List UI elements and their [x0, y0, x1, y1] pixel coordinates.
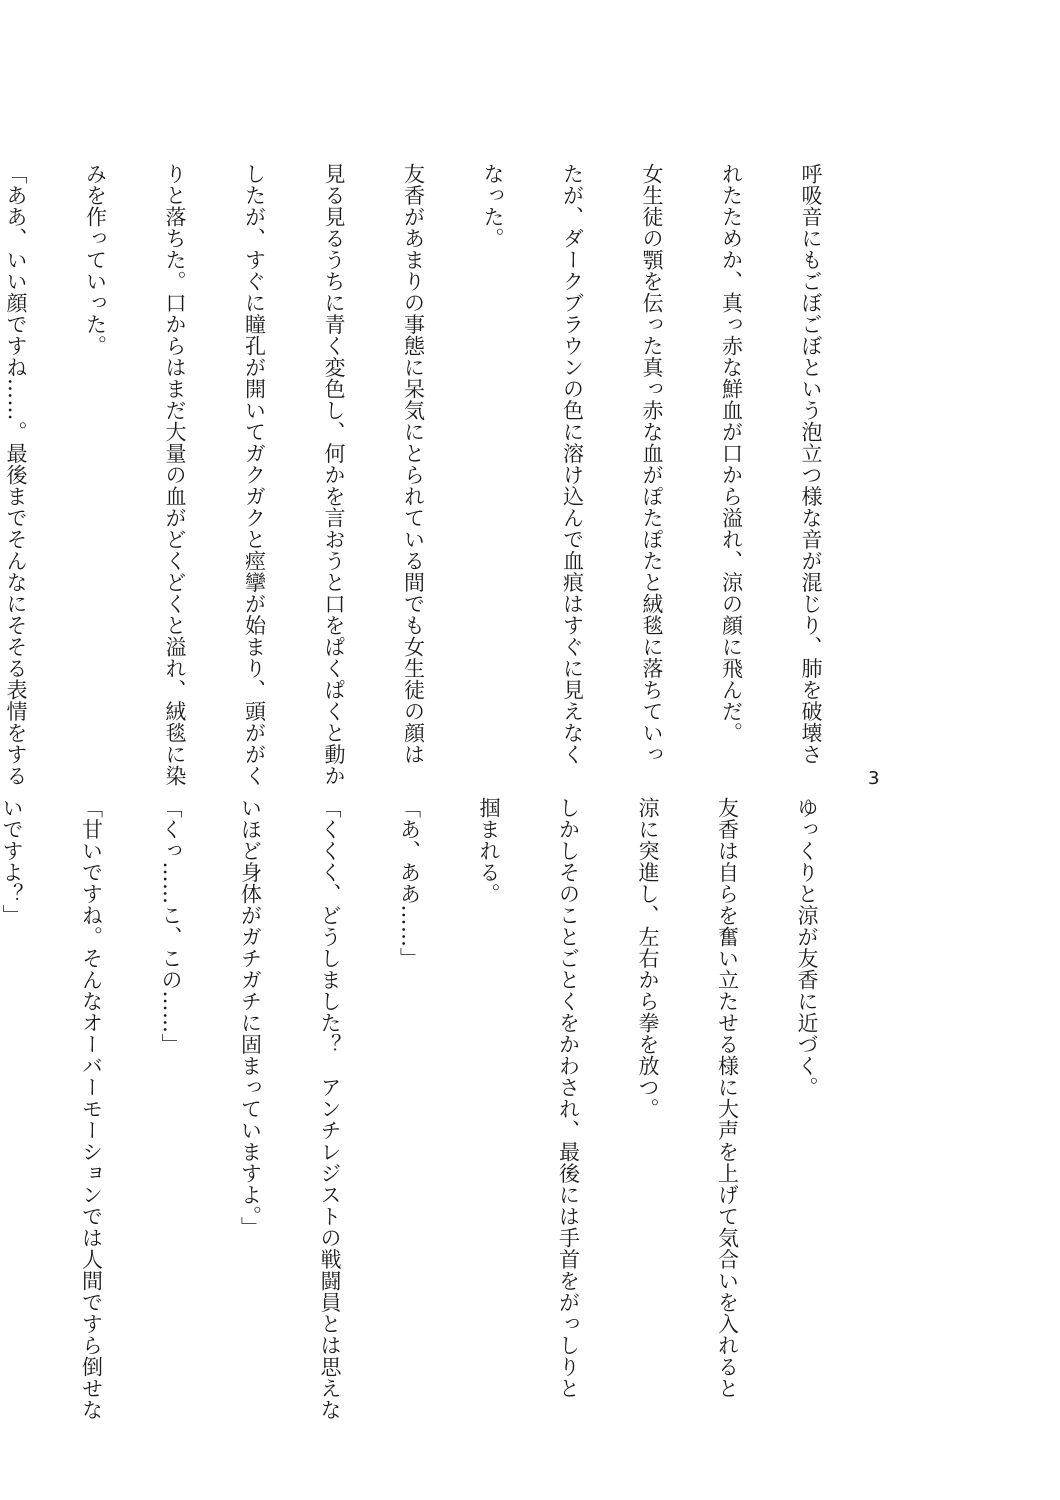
text-line: 「くくく、どうしました？ アンチレジストの戦闘員とは思えな [318, 797, 342, 1421]
text-line: ゆっくりと涼が友香に近づく。 [795, 797, 819, 1098]
text-line: 見る見るうちに青く変色し、何かを言おうと口をぱくぱくと動か [322, 163, 346, 787]
text-line: みを作っていった。 [83, 163, 108, 357]
text-block-bottom [0, 797, 873, 1421]
text-line: いですよ？」 [0, 797, 24, 926]
text-line: たが、ダークブラウンの色に溶け込んで血痕はすぐに見えなく [560, 163, 585, 765]
text-line: 友香があまりの事態に呆気にとられている間でも女生徒の顔は [401, 163, 426, 765]
text-line: 友香は自らを奮い立たせる様に大声を上げて気合いを入れると [715, 797, 740, 1399]
text-line: 「甘いですね。そんなオーバーモーションでは人間ですら倒せな [79, 797, 104, 1421]
text-line: 掴まれる。 [477, 797, 501, 905]
text-line: 「ああ、いい顔ですね……。最後までそんなにそそる表情をする [4, 163, 28, 787]
text-block-top [0, 163, 877, 787]
text-line: 「くっ……こ、この……」 [159, 797, 183, 1055]
text-line: 女生徒の顎を伝った真っ赤な血がぽたぽたと絨毯に落ちていっ [640, 163, 664, 765]
text-line: れたためか、真っ赤な鮮血が口から溢れ、涼の顔に飛んだ。 [719, 163, 744, 744]
text-line: 涼に突進し、左右から拳を放つ。 [636, 797, 660, 1120]
text-line: 呼吸音にもごぼごぼという泡立つ様な音が混じり、肺を破壊さ [799, 163, 823, 765]
text-line: しかしそのことごとくをかわされ、最後には手首をがっしりと [556, 797, 581, 1399]
text-line: 「あ、ああ……」 [397, 797, 422, 969]
text-line: なった。 [481, 163, 505, 249]
text-line: いほど身体がガチガチに固まっていますよ。」 [238, 797, 263, 1238]
text-line: りと落ちた。口からはまだ大量の血がどくどくと溢れ、絨毯に染 [163, 163, 187, 787]
page-number: 3 [868, 768, 880, 789]
text-line: したが、すぐに瞳孔が開いてガクガクと痙攣が始まり、頭ががく [242, 163, 267, 787]
